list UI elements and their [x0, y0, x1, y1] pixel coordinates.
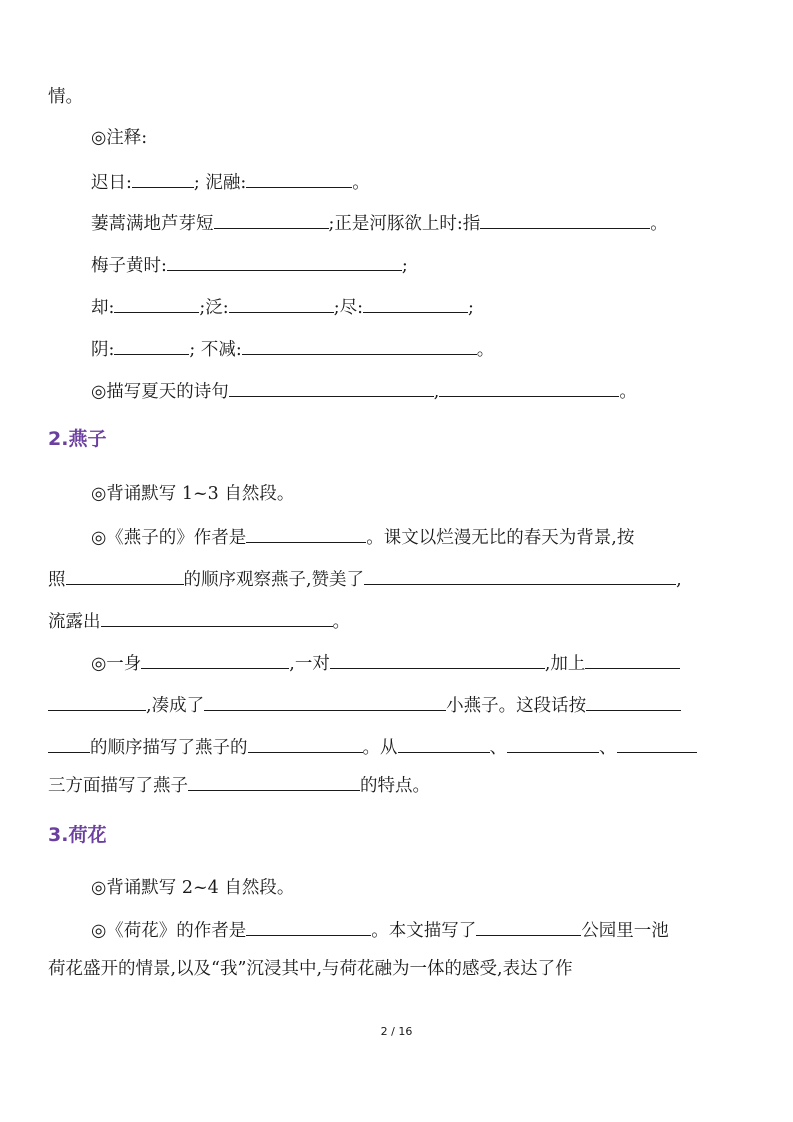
- text-segment: ;: [401, 256, 408, 276]
- text-line: [91, 651, 680, 675]
- answer-blank[interactable]: [617, 735, 697, 753]
- text-segment: 。本文描写了: [371, 921, 477, 941]
- answer-blank[interactable]: [141, 651, 289, 669]
- text-segment: 、: [599, 738, 617, 758]
- text-line: [91, 295, 474, 319]
- answer-blank[interactable]: [364, 567, 676, 585]
- text-line: [91, 918, 669, 942]
- answer-blank[interactable]: [48, 735, 90, 753]
- text-segment: 。: [352, 173, 370, 193]
- text-line: [91, 170, 370, 194]
- answer-blank[interactable]: [188, 773, 360, 791]
- section-heading: 2.燕子: [48, 428, 107, 450]
- text-line: [91, 483, 294, 505]
- answer-blank[interactable]: [507, 735, 599, 753]
- answer-blank[interactable]: [204, 693, 446, 711]
- text-segment: 小燕子。这段话按: [446, 696, 587, 716]
- text-segment: ,: [433, 382, 440, 402]
- answer-blank[interactable]: [229, 379, 434, 397]
- text-segment: ◎《燕子的》作者是: [91, 528, 247, 548]
- answer-blank[interactable]: [167, 253, 402, 271]
- text-segment: ;: [468, 298, 474, 318]
- answer-blank[interactable]: [248, 735, 363, 753]
- text-segment: 照: [48, 570, 66, 590]
- text-line: [48, 609, 350, 633]
- text-segment: ,一对: [289, 654, 330, 674]
- text-segment: ,: [676, 570, 682, 590]
- answer-blank[interactable]: [246, 170, 352, 188]
- answer-blank[interactable]: [114, 295, 199, 313]
- answer-blank[interactable]: [476, 918, 581, 936]
- answer-blank[interactable]: [585, 651, 680, 669]
- text-segment: 三方面描写了燕子: [48, 776, 188, 796]
- text-segment: 阴:: [91, 340, 115, 360]
- text-line: [48, 693, 681, 717]
- text-line: [91, 877, 294, 899]
- answer-blank[interactable]: [398, 735, 490, 753]
- answer-blank[interactable]: [66, 567, 184, 585]
- text-segment: 情。: [48, 87, 83, 107]
- answer-blank[interactable]: [439, 379, 619, 397]
- text-segment: 。从: [362, 738, 398, 758]
- text-line: [91, 337, 494, 361]
- text-segment: 公园里一池: [581, 921, 669, 941]
- text-segment: 。: [650, 214, 668, 234]
- text-line: [91, 525, 634, 549]
- answer-blank[interactable]: [114, 337, 189, 355]
- answer-blank[interactable]: [586, 693, 681, 711]
- text-line: [48, 958, 573, 980]
- answer-blank[interactable]: [330, 651, 545, 669]
- text-segment: 。: [619, 382, 637, 402]
- text-line: [48, 773, 430, 797]
- page-number: 2 / 16: [380, 1025, 413, 1038]
- text-segment: ; 泥融:: [193, 173, 247, 193]
- text-segment: 荷花盛开的情景,以及“我”沉浸其中,与荷花融为一体的感受,表达了作: [48, 959, 573, 979]
- text-line: [48, 567, 682, 591]
- answer-blank[interactable]: [48, 693, 146, 711]
- text-segment: ,凑成了: [146, 696, 205, 716]
- text-segment: 却:: [91, 298, 115, 318]
- text-segment: 。: [476, 340, 495, 360]
- text-segment: ,加上: [544, 654, 586, 674]
- text-line: [91, 253, 408, 277]
- text-line: [91, 211, 668, 235]
- notes-label: ◎注释:: [91, 128, 148, 148]
- text-segment: 迟日:: [91, 173, 132, 193]
- text-segment: ;正是河豚欲上时:指: [328, 214, 481, 234]
- text-segment: 。: [332, 612, 350, 632]
- text-segment: 。课文以烂漫无比的春天为背景,按: [366, 528, 635, 548]
- text-segment: ◎背诵默写 1~3 自然段。: [91, 484, 295, 504]
- text-segment: ;泛:: [199, 298, 229, 318]
- text-segment: ;尽:: [333, 298, 363, 318]
- text-segment: 流露出: [48, 612, 101, 632]
- text-segment: 的顺序描写了燕子的: [90, 738, 248, 758]
- text-line: [91, 127, 147, 149]
- text-segment: 的特点。: [360, 776, 430, 796]
- text-line: [48, 735, 697, 759]
- answer-blank[interactable]: [246, 918, 371, 936]
- answer-blank[interactable]: [246, 525, 366, 543]
- answer-blank[interactable]: [242, 337, 477, 355]
- answer-blank[interactable]: [214, 211, 329, 229]
- answer-blank[interactable]: [229, 295, 334, 313]
- text-segment: ◎背诵默写 2~4 自然段。: [91, 878, 295, 898]
- text-segment: 萋蒿满地芦芽短: [91, 214, 214, 234]
- text-segment: 的顺序观察燕子,赞美了: [183, 570, 365, 590]
- text-segment: ; 不减:: [189, 340, 242, 360]
- text-segment: ◎《荷花》的作者是: [91, 921, 247, 941]
- answer-blank[interactable]: [101, 609, 333, 627]
- text-segment: 梅子黄时:: [91, 256, 167, 276]
- section-heading: 3.荷花: [48, 824, 107, 846]
- text-segment: ◎一身: [91, 654, 142, 674]
- answer-blank[interactable]: [480, 211, 650, 229]
- text-segment: ◎描写夏天的诗句: [91, 382, 229, 402]
- answer-blank[interactable]: [132, 170, 194, 188]
- text-segment: 、: [489, 738, 507, 758]
- answer-blank[interactable]: [363, 295, 468, 313]
- text-line: [91, 379, 637, 403]
- text-line: [48, 86, 83, 108]
